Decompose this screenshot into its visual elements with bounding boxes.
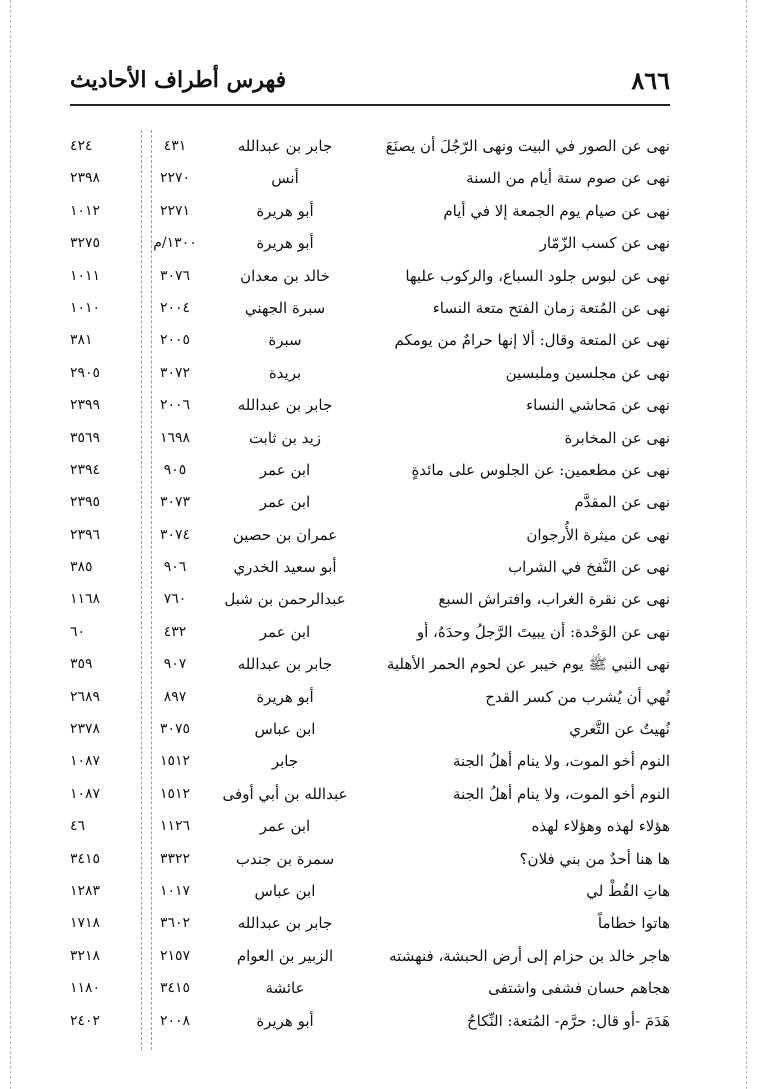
reference-number: ١٠١٢ bbox=[70, 202, 101, 219]
hadith-text: نهى عن صيام يوم الجمعة إلا في أيام bbox=[443, 201, 670, 220]
narrator-name: ابن عباس bbox=[254, 720, 316, 739]
index-row bbox=[70, 778, 670, 810]
index-row bbox=[70, 519, 670, 551]
narrator-name: ابن عمر bbox=[259, 493, 311, 512]
hadith-number: ٩٠٧ bbox=[163, 656, 187, 673]
reference-number: ٢٣٩٨ bbox=[70, 170, 101, 187]
hadith-number: ٣٤١٥ bbox=[159, 980, 191, 997]
hadith-number: ٢١٥٧ bbox=[159, 947, 191, 964]
hadith-text: نهى عن مَحاشي النساء bbox=[526, 396, 670, 415]
narrator-name: سبرة الجهني bbox=[244, 298, 326, 317]
hadith-number: ١٥١٢ bbox=[159, 785, 191, 802]
hadith-text: هاجر خالد بن حزام إلى أرض الحبشة، فنهشته bbox=[389, 946, 670, 965]
reference-number: ١٠٨٧ bbox=[70, 785, 101, 802]
hadith-number: ٧٦٠ bbox=[163, 591, 187, 608]
index-row bbox=[70, 422, 670, 454]
hadith-text: نُهي أن يُشرب من كسر القدح bbox=[485, 687, 670, 706]
narrator-name: جابر بن عبدالله bbox=[237, 137, 333, 155]
hadith-text: نهى عن كسب الزّمّار bbox=[539, 234, 670, 253]
narrator-name: خالد بن معدان bbox=[240, 266, 330, 285]
hadith-text: هؤلاء لهذه وهؤلاء لهذه bbox=[531, 817, 670, 836]
index-row bbox=[70, 486, 670, 518]
index-row bbox=[70, 195, 670, 227]
hadith-text: نُهيتُ عن التَّعري bbox=[569, 720, 670, 739]
page-header bbox=[70, 62, 670, 98]
reference-number: ٣٤١٥ bbox=[70, 850, 101, 867]
hadith-number: ١٠١٧ bbox=[159, 882, 191, 899]
narrator-name: أبو هريرة bbox=[256, 201, 314, 220]
hadith-number: ٢٠٠٥ bbox=[159, 332, 191, 349]
reference-number: ١٠١٠ bbox=[70, 299, 101, 316]
hadith-text: نهى عن الوَحْدة: أن يبيتَ الرَّجلُ وحدَهُ، أو bbox=[416, 622, 670, 641]
hadith-text: نهى عن المقدَّم bbox=[574, 493, 670, 512]
hadith-number: ٣٠٧٣ bbox=[159, 494, 191, 511]
reference-number: ١٠١١ bbox=[70, 267, 101, 284]
narrator-name: زيد بن ثابت bbox=[248, 428, 322, 447]
hadith-number: ١٣٠٠/م bbox=[153, 235, 197, 252]
index-row bbox=[70, 648, 670, 680]
narrator-name: سمرة بن جندب bbox=[235, 849, 335, 868]
page-number: ٨٦٦ bbox=[631, 65, 670, 95]
index-row bbox=[70, 389, 670, 421]
hadith-index-list bbox=[70, 130, 670, 1037]
index-row bbox=[70, 162, 670, 194]
narrator-name: ابن عمر bbox=[259, 622, 311, 641]
reference-number: ٢٣٩٥ bbox=[70, 494, 101, 511]
index-row bbox=[70, 454, 670, 486]
hadith-number: ٢٢٧٠ bbox=[159, 170, 191, 187]
hadith-text: نهى عن مجلسين وملبسين bbox=[505, 363, 670, 382]
index-row bbox=[70, 745, 670, 777]
page-edge-right bbox=[746, 0, 747, 1089]
index-row bbox=[70, 292, 670, 324]
hadith-number: ٣٠٧٥ bbox=[159, 721, 191, 738]
reference-number: ١١٨٠ bbox=[70, 980, 101, 997]
hadith-text: نهى عن ميثرة الأُرجوان bbox=[526, 525, 670, 544]
index-row bbox=[70, 681, 670, 713]
index-row bbox=[70, 907, 670, 939]
index-row bbox=[70, 843, 670, 875]
index-row bbox=[70, 357, 670, 389]
narrator-name: عبدالله بن أبي أوفى bbox=[222, 784, 348, 803]
hadith-text: نهى عن مطعمين: عن الجلوس على مائدةٍ bbox=[411, 460, 670, 479]
reference-number: ٢٦٨٩ bbox=[70, 688, 101, 705]
hadith-text: نهى عن الصور في البيت ونهى الرّجُلَ أن يصنَعَ bbox=[385, 137, 670, 155]
hadith-number: ١٦٩٨ bbox=[159, 429, 191, 446]
narrator-name: ابن عمر bbox=[259, 817, 311, 836]
hadith-number: ٣٠٧٤ bbox=[159, 526, 191, 543]
reference-number: ٢٣٩٩ bbox=[70, 397, 101, 414]
page-title: فهرس أطراف الأحاديث bbox=[70, 67, 287, 93]
hadith-number: ٢٠٠٦ bbox=[159, 397, 191, 414]
narrator-name: جابر بن عبدالله bbox=[237, 396, 333, 415]
hadith-number: ١٥١٢ bbox=[159, 753, 191, 770]
narrator-name: سبرة bbox=[268, 331, 302, 350]
reference-number: ١٧١٨ bbox=[70, 915, 101, 932]
hadith-text: النوم أخو الموت، ولا ينام أهلُ الجنة bbox=[452, 784, 670, 803]
hadith-text: النوم أخو الموت، ولا ينام أهلُ الجنة bbox=[452, 752, 670, 771]
narrator-name: أبو هريرة bbox=[256, 1011, 314, 1030]
narrator-name: عائشة bbox=[265, 979, 305, 998]
narrator-name: أنس bbox=[271, 169, 299, 188]
narrator-name: ابن عباس bbox=[254, 881, 316, 900]
narrator-name: جابر بن عبدالله bbox=[237, 914, 333, 933]
narrator-name: عمران بن حصين bbox=[232, 525, 338, 544]
hadith-number: ٩٠٦ bbox=[163, 559, 187, 576]
narrator-name: بريدة bbox=[268, 363, 302, 382]
narrator-name: أبو هريرة bbox=[256, 234, 314, 253]
index-row bbox=[70, 583, 670, 615]
index-row bbox=[70, 324, 670, 356]
page-edge-left bbox=[10, 0, 11, 1089]
hadith-text: هاتوا خطاماً bbox=[597, 914, 670, 933]
reference-number: ٣٢٧٥ bbox=[70, 235, 101, 252]
narrator-name: ابن عمر bbox=[259, 460, 311, 479]
narrator-name: جابر بن عبدالله bbox=[237, 655, 333, 674]
hadith-text: نهى النبي ﷺ يوم خيبر عن لحوم الحمر الأهلية bbox=[386, 655, 670, 674]
index-row bbox=[70, 810, 670, 842]
index-row bbox=[70, 713, 670, 745]
index-row bbox=[70, 260, 670, 292]
narrator-name: أبو هريرة bbox=[256, 687, 314, 706]
index-row bbox=[70, 940, 670, 972]
reference-number: ٦٠ bbox=[70, 623, 86, 640]
reference-number: ٤٦ bbox=[70, 818, 86, 835]
hadith-number: ٨٩٧ bbox=[163, 688, 187, 705]
index-row bbox=[70, 227, 670, 259]
reference-number: ٣٨٥ bbox=[70, 559, 93, 576]
hadith-number: ٢٠٠٤ bbox=[159, 299, 191, 316]
reference-number: ٢٩٠٥ bbox=[70, 364, 101, 381]
header-rule bbox=[70, 104, 670, 106]
narrator-name: عبدالرحمن بن شبل bbox=[224, 590, 346, 609]
hadith-number: ٤٣١ bbox=[163, 138, 187, 154]
hadith-text: هَدَمَ -أو قال: حرَّم- المُتعة: النِّكاحُ bbox=[466, 1011, 670, 1030]
reference-number: ٢٣٧٨ bbox=[70, 721, 101, 738]
hadith-text: ها هنا أحدٌ من بني فلان؟ bbox=[519, 849, 670, 868]
hadith-text: نهى عن المُتعة زمان الفتح متعة النساء bbox=[432, 298, 670, 317]
hadith-text: نهى عن نقرة الغراب، وافتراش السبع bbox=[438, 590, 670, 609]
hadith-number: ١١٢٦ bbox=[159, 818, 191, 835]
index-row bbox=[70, 875, 670, 907]
narrator-name: جابر bbox=[271, 752, 299, 771]
hadith-text: هاتِ القُطْ لي bbox=[586, 881, 670, 900]
hadith-number: ٢٢٧١ bbox=[159, 202, 191, 219]
hadith-text: نهى عن صوم ستة أيام من السنة bbox=[466, 169, 670, 188]
reference-number: ١٢٨٣ bbox=[70, 882, 101, 899]
narrator-name: الزبير بن العوام bbox=[236, 946, 334, 965]
hadith-number: ٣٦٠٢ bbox=[159, 915, 191, 932]
hadith-number: ٤٣٢ bbox=[163, 623, 187, 640]
hadith-text: نهى عن المتعة وقال: ألا إنها حرامٌ من يومكم bbox=[394, 331, 670, 350]
reference-number: ١١٦٨ bbox=[70, 591, 101, 608]
index-row bbox=[70, 130, 670, 162]
hadith-number: ٩٠٥ bbox=[163, 461, 187, 478]
reference-number: ٣٢١٨ bbox=[70, 947, 101, 964]
hadith-number: ٢٠٠٨ bbox=[159, 1012, 191, 1029]
reference-number: ١٠٨٧ bbox=[70, 753, 101, 770]
hadith-number: ٣٣٢٢ bbox=[159, 850, 191, 867]
reference-number: ٤٢٤ bbox=[70, 138, 93, 154]
hadith-text: نهى عن المخابرة bbox=[564, 428, 670, 447]
index-row bbox=[70, 972, 670, 1004]
reference-number: ٣٥٦٩ bbox=[70, 429, 101, 446]
hadith-text: نهى عن النَّفخ في الشراب bbox=[508, 558, 670, 577]
index-row bbox=[70, 616, 670, 648]
narrator-name: أبو سعيد الخدري bbox=[233, 558, 337, 577]
index-row bbox=[70, 551, 670, 583]
reference-number: ٣٨١ bbox=[70, 332, 93, 349]
index-row bbox=[70, 1005, 670, 1037]
hadith-number: ٣٠٧٦ bbox=[159, 267, 191, 284]
hadith-number: ٣٠٧٢ bbox=[159, 364, 191, 381]
reference-number: ٢٤٠٢ bbox=[70, 1012, 101, 1029]
hadith-text: نهى عن لبوس جلود السباع، والركوب عليها bbox=[405, 266, 670, 285]
hadith-text: هجاهم حسان فشفى واشتفى bbox=[488, 979, 670, 998]
reference-number: ٢٣٩٤ bbox=[70, 461, 101, 478]
reference-number: ٣٥٩ bbox=[70, 656, 93, 673]
reference-number: ٢٣٩٦ bbox=[70, 526, 101, 543]
